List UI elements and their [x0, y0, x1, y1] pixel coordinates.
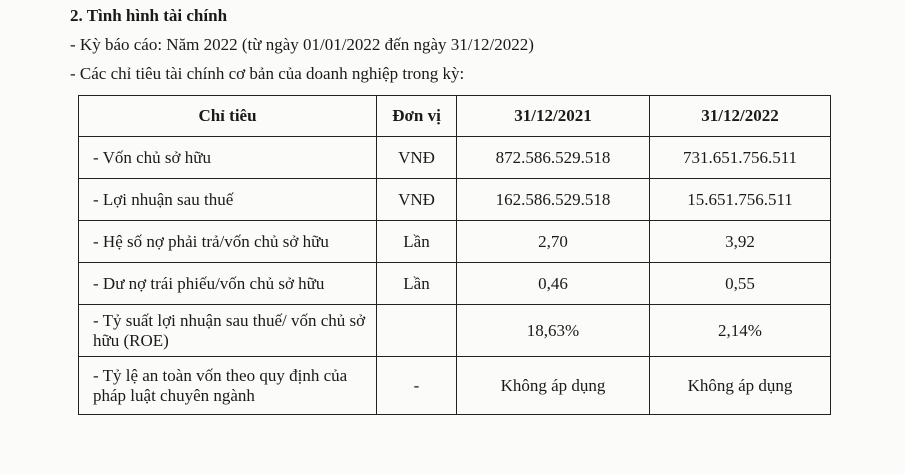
indicator-cell: - Tỷ suất lợi nhuận sau thuế/ vốn chủ sở hữu (ROE): [79, 305, 377, 357]
value-2021-cell: 18,63%: [457, 305, 650, 357]
header-unit: Đơn vị: [377, 96, 457, 137]
financial-indicators-table: [78, 95, 831, 415]
table-row: [79, 357, 831, 415]
table-header-row: [79, 96, 831, 137]
indicator-cell: - Lợi nhuận sau thuế: [79, 179, 377, 221]
value-2022-cell: 2,14%: [650, 305, 831, 357]
table-row: [79, 137, 831, 179]
reporting-period-line: - Kỳ báo cáo: Năm 2022 (từ ngày 01/01/2022 đến ngày 31/12/2022): [70, 35, 534, 54]
header-2021: 31/12/2021: [457, 96, 650, 137]
table-row: [79, 263, 831, 305]
table-row: [79, 179, 831, 221]
indicator-cell: - Dư nợ trái phiếu/vốn chủ sở hữu: [79, 263, 377, 305]
unit-cell: Lần: [377, 221, 457, 263]
header-indicator: Chỉ tiêu: [79, 96, 377, 137]
value-2022-cell: 3,92: [650, 221, 831, 263]
value-2021-cell: 2,70: [457, 221, 650, 263]
header-2022: 31/12/2022: [650, 96, 831, 137]
value-2021-cell: 872.586.529.518: [457, 137, 650, 179]
unit-cell: Lần: [377, 263, 457, 305]
indicator-cell: - Vốn chủ sở hữu: [79, 137, 377, 179]
value-2022-cell: 15.651.756.511: [650, 179, 831, 221]
unit-cell: [377, 305, 457, 357]
unit-cell: -: [377, 357, 457, 415]
section-heading: 2. Tình hình tài chính: [70, 6, 228, 25]
value-2022-cell: 0,55: [650, 263, 831, 305]
indicators-intro-line: - Các chỉ tiêu tài chính cơ bản của doanh nghiệp trong kỳ:: [70, 64, 465, 83]
value-2021-cell: Không áp dụng: [457, 357, 650, 415]
table-row: [79, 221, 831, 263]
indicator-cell: - Tỷ lệ an toàn vốn theo quy định của pháp luật chuyên ngành: [79, 357, 377, 415]
value-2021-cell: 0,46: [457, 263, 650, 305]
table-row: [79, 305, 831, 357]
unit-cell: VNĐ: [377, 137, 457, 179]
value-2021-cell: 162.586.529.518: [457, 179, 650, 221]
value-2022-cell: Không áp dụng: [650, 357, 831, 415]
value-2022-cell: 731.651.756.511: [650, 137, 831, 179]
indicator-cell: - Hệ số nợ phải trả/vốn chủ sở hữu: [79, 221, 377, 263]
unit-cell: VNĐ: [377, 179, 457, 221]
